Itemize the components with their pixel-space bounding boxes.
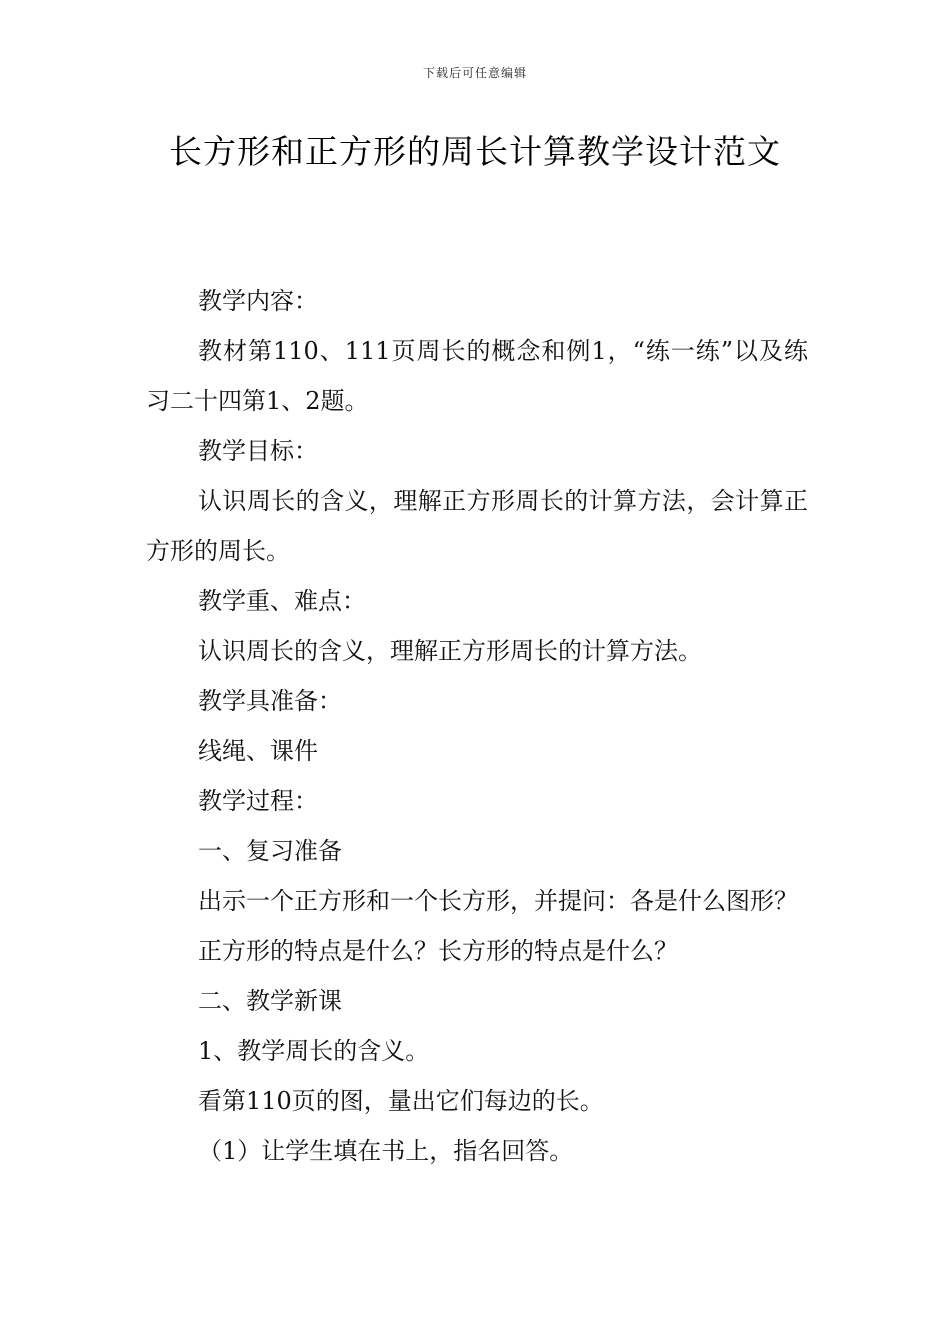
header-note: 下载后可任意编辑 [422, 66, 527, 80]
paragraph-review: 出示一个正方形和一个长方形，并提问：各是什么图形？ [198, 887, 798, 915]
paragraph-review-questions: 正方形的特点是什么？长方形的特点是什么？ [198, 937, 678, 965]
section-heading-materials: 教学具准备： [198, 687, 342, 715]
section-heading-key-points: 教学重、难点： [198, 587, 366, 615]
document-body [146, 276, 808, 1176]
subheading-new-lesson: 二、教学新课 [198, 987, 342, 1015]
paragraph-answer: （1）让学生填在书上，指名回答。 [198, 1137, 574, 1165]
paragraph-step-1: 1、教学周长的含义。 [198, 1037, 430, 1065]
paragraph-materials: 线绳、课件 [198, 737, 318, 765]
paragraph-objectives: 认识周长的含义，理解正方形周长的计算方法，会计算正方形的周长。 [146, 487, 808, 565]
document-title: 长方形和正方形的周长计算教学设计范文 [169, 132, 781, 171]
paragraph-key-points: 认识周长的含义，理解正方形周长的计算方法。 [198, 637, 702, 665]
section-heading-process: 教学过程： [198, 787, 318, 815]
paragraph-content: 教材第110、111页周长的概念和例1，“练一练”以及练习二十四第1、2题。 [146, 337, 808, 415]
subheading-review: 一、复习准备 [198, 837, 342, 865]
section-heading-objectives: 教学目标： [198, 437, 318, 465]
section-heading-content: 教学内容： [198, 287, 318, 315]
paragraph-measure: 看第110页的图，量出它们每边的长。 [198, 1087, 604, 1115]
